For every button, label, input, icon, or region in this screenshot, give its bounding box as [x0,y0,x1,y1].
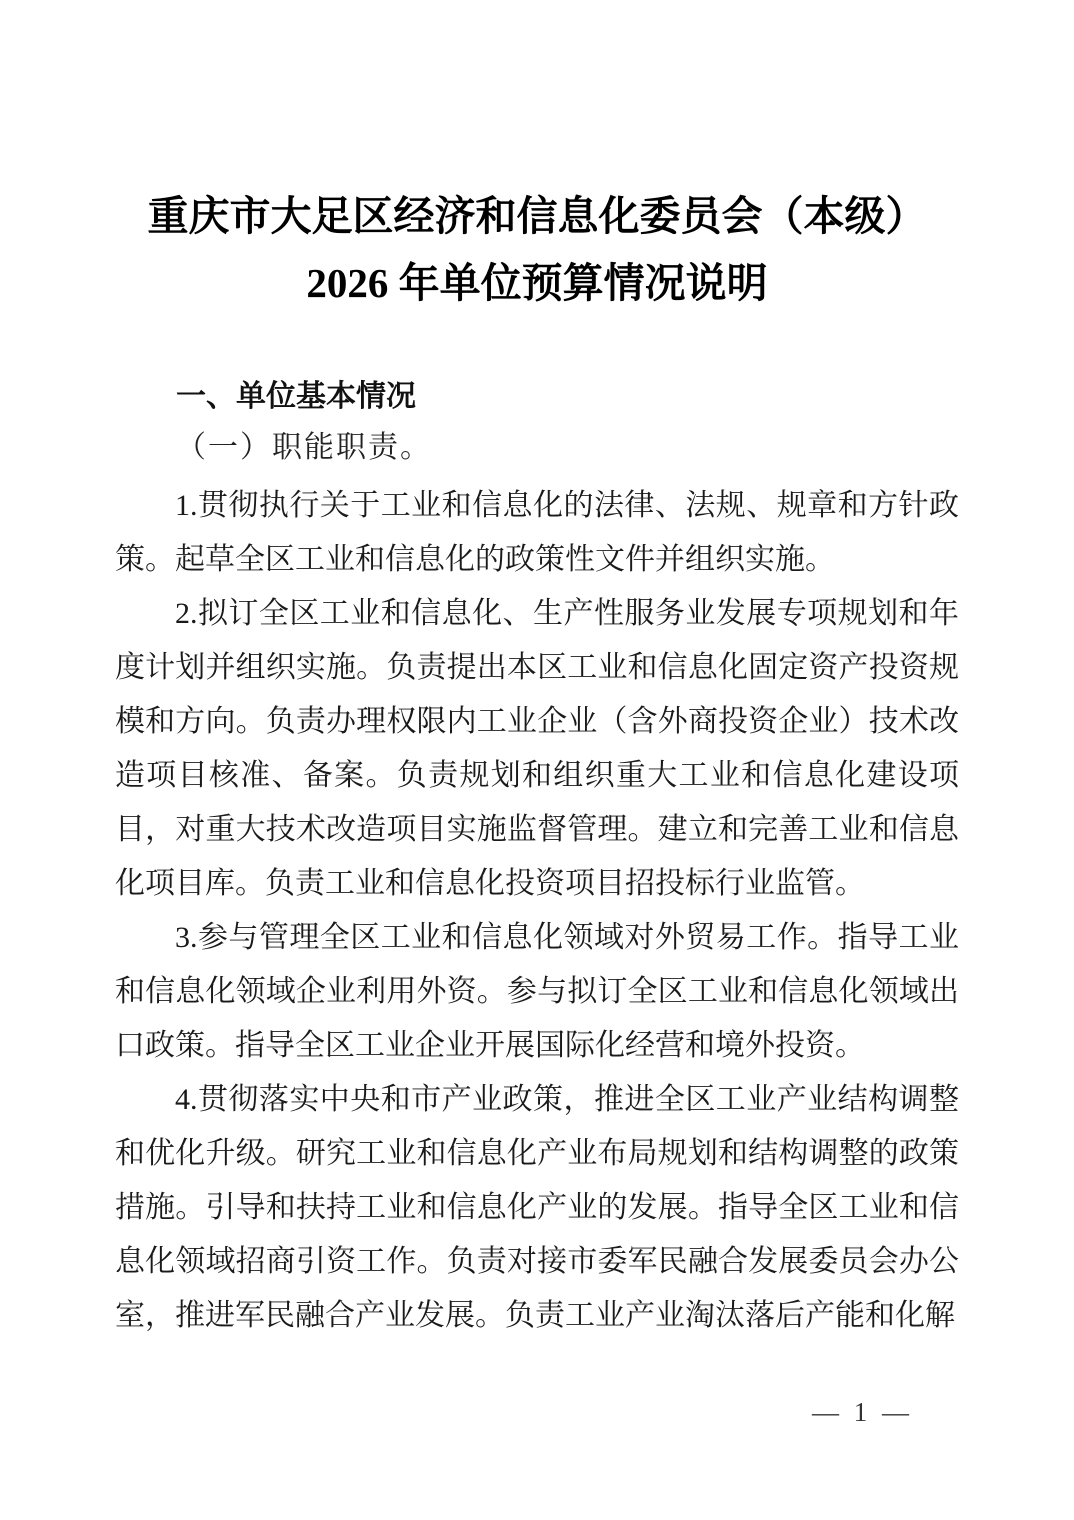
document-content [115,0,959,1343]
section-body [115,479,959,1343]
page-number: — 1 — [812,1397,913,1427]
document-title [115,0,959,317]
document-title-line2: 2026 年单位预算情况说明 [306,260,768,306]
document-title-line1: 重庆市大足区经济和信息化委员会（本级） [147,193,927,239]
duty-paragraph-1: 1.贯彻执行关于工业和信息化的法律、法规、规章和方针政策。起草全区工业和信息化的政策性文件并组织实施。 [115,489,959,576]
duty-paragraph-4: 4.贯彻落实中央和市产业政策，推进全区工业产业结构调整和优化升级。研究工业和信息化产业布局规划和结构调整的政策措施。引导和扶持工业和信息化产业的发展。指导全区工业和信息化领域招商引资工作。负责对接市委军民融合发展委员会办公室，推进军民融合产业发展。负责工业产业淘汰落后产能和化解 [115,1083,959,1332]
section-heading-basic-info: 一、单位基本情况 [176,380,416,413]
subsection-heading-duties: （一）职能职责。 [176,431,432,464]
duty-paragraph-2: 2.拟订全区工业和信息化、生产性服务业发展专项规划和年度计划并组织实施。负责提出本区工业和信息化固定资产投资规模和方向。负责办理权限内工业企业（含外商投资企业）技术改造项目核准、备案。负责规划和组织重大工业和信息化建设项目，对重大技术改造项目实施监督管理。建立和完善工业和信息化项目库。负责工业和信息化投资项目招投标行业监管。 [115,597,959,900]
duty-paragraph-3: 3.参与管理全区工业和信息化领域对外贸易工作。指导工业和信息化领域企业利用外资。参与拟订全区工业和信息化领域出口政策。指导全区工业企业开展国际化经营和境外投资。 [115,921,959,1062]
